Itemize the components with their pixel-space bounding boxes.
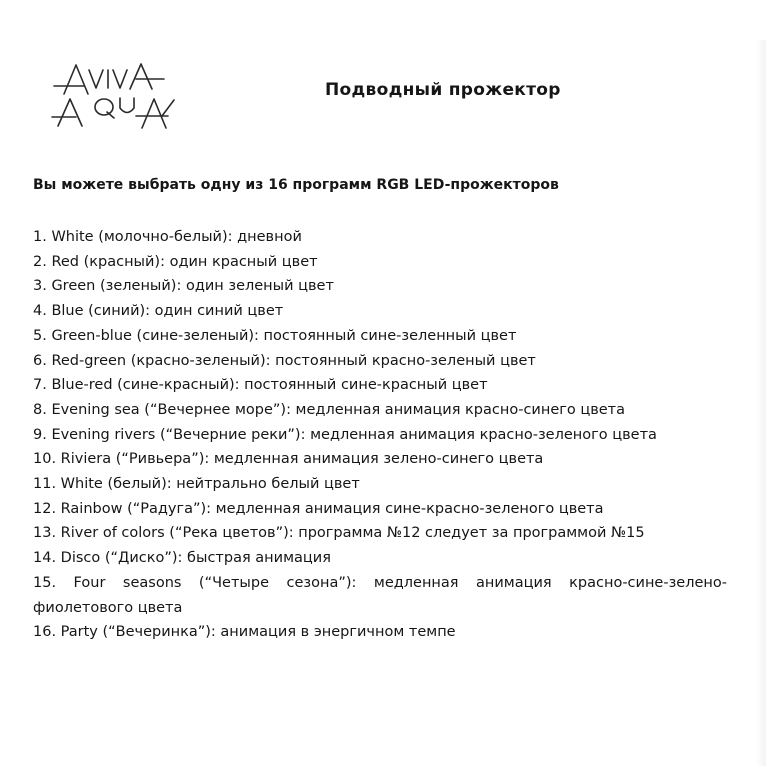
aviva-aqua-logo — [44, 52, 194, 142]
program-item-16: 16. Party (“Вечеринка”): анимация в энергичном темпе — [33, 624, 456, 641]
program-item-14: 14. Disco (“Диско”): быстрая анимация — [33, 550, 331, 567]
program-item-11: 11. White (белый): нейтрально белый цвет — [33, 476, 360, 493]
program-item-10: 10. Riviera (“Ривьера”): медленная анимация зелено-синего цвета — [33, 451, 544, 468]
intro-text: Вы можете выбрать одну из 16 программ RGB LED-прожекторов — [33, 177, 559, 193]
program-item-5: 5. Green-blue (сине-зеленый): постоянный сине-зеленный цвет — [33, 327, 517, 344]
program-item-8: 8. Evening sea (“Вечернее море”): медленная анимация красно-синего цвета — [33, 401, 626, 418]
program-item-13: 13. River of colors (“Река цветов”): программа №12 следует за программой №15 — [33, 525, 645, 542]
program-item-12: 12. Rainbow (“Радуга”): медленная анимация сине-красно-зеленого цвета — [33, 500, 604, 517]
page-title: Подводный прожектор — [325, 80, 561, 100]
program-item-15: 15. Four seasons (“Четыре сезона”): медленная анимация красно-сине-зелено-фиолетового цвета — [33, 574, 727, 616]
program-item-2: 2. Red (красный): один красный цвет — [33, 253, 318, 270]
program-item-6: 6. Red-green (красно-зеленый): постоянный красно-зеленый цвет — [33, 352, 536, 369]
program-item-3: 3. Green (зеленый): один зеленый цвет — [33, 278, 334, 295]
scan-edge-shadow — [756, 40, 766, 766]
program-list — [33, 225, 727, 645]
program-item-7: 7. Blue-red (сине-красный): постоянный сине-красный цвет — [33, 377, 488, 394]
program-item-4: 4. Blue (синий): один синий цвет — [33, 303, 284, 320]
program-item-1: 1. White (молочно-белый): дневной — [33, 229, 302, 245]
program-item-9: 9. Evening rivers (“Вечерние реки”): медленная анимация красно-зеленого цвета — [33, 426, 657, 443]
